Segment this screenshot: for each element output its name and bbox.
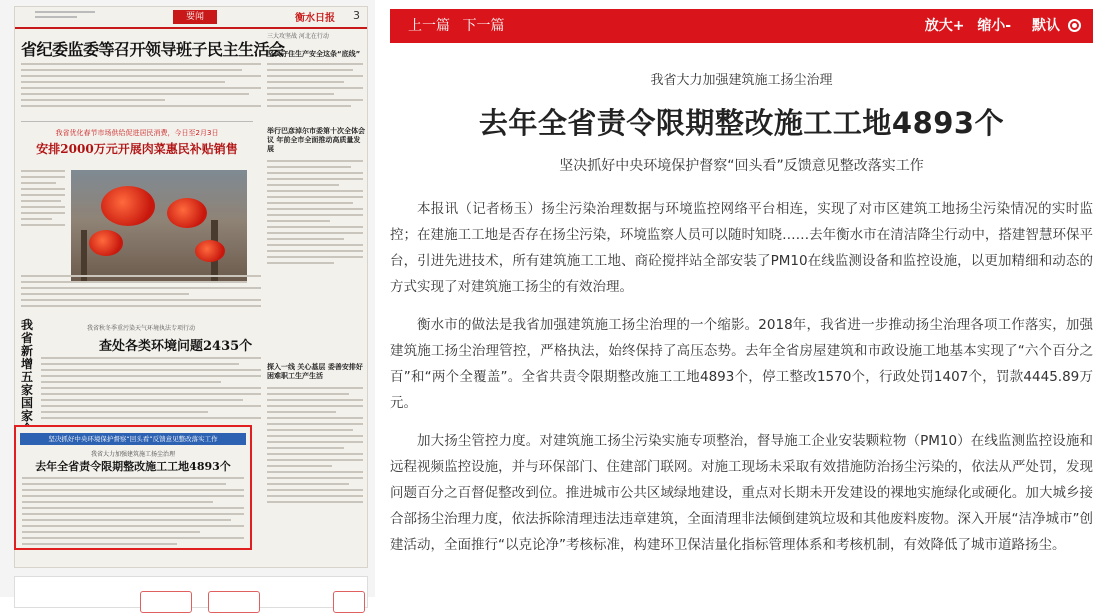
page-right-kicker: 三大攻坚战 河北在行动: [267, 33, 329, 40]
article-title: 去年全省责令限期整改施工工地4893个: [478, 106, 1005, 140]
article-paragraph: 加大扬尘管控力度。对建筑施工扬尘污染实施专项整治，督导施工企业安装颗粒物（PM10）在线监测监控设施和远程视频监控设施，并与环保部门、住建部门联网。对施工现场未采取有效措施防治扬尘污染的，依法从严处罚，发现问题百分之百督促整改到位。推进城市公共区域绿地建设，重点对长期未开发建设的裸地实施绿化或硬化。加大城乡接合部扬尘治理力度，依法拆除清理违法违章建筑，全面清理非法倾倒建筑垃圾和其他废料废物。深入开展“洁净城市”创建活动，全面推行“以克论净”考核标准，构建环卫保洁量化指标管理体系和考核机制，有效降低了城市道路扬尘。: [390, 433, 1093, 553]
body-text-lines: [267, 63, 363, 111]
selected-article-banner: 坚决抓好中央环境保护督察“回头看”反馈意见整改落实工作: [20, 433, 246, 445]
selected-article-kicker: 我省大力加强建筑施工扬尘治理: [90, 451, 175, 458]
previous-article-link[interactable]: 上一篇: [408, 18, 450, 34]
font-size-controls: [917, 9, 1081, 43]
reset-size-label: 默认: [1032, 18, 1060, 34]
body-text-lines: [21, 275, 261, 311]
body-text-lines: [267, 387, 363, 503]
page-menu-button[interactable]: [333, 591, 365, 613]
right-story-2-headline: 探入一线 关心基层 委善安排好困难职工生产生活: [267, 363, 363, 380]
masthead-date-lines: [35, 11, 95, 21]
page-right-story[interactable]: [267, 127, 365, 268]
body-text-lines: [21, 170, 65, 230]
article-toolbar: [390, 9, 1093, 43]
body-text-lines: [21, 63, 261, 111]
vertical-headline[interactable]: 我省新增五家国家: [21, 318, 34, 423]
article-paragraph: 衡水市的做法是我省加强建筑施工扬尘治理的一个缩影。2018年，我省进一步推动扬尘治理各项工作落实，加强建筑施工扬尘治理管控，严格执法，始终保持了高压态势。去年全省房屋建筑和市政设施工地基本实现了“六个百分之百”和“两个全覆盖”。全省共责令限期整改施工工地4893个，停工整改1570个，行政处罚1407个，罚款4445.89万元。: [390, 317, 1093, 411]
body-text-lines: [22, 477, 244, 549]
article-body: [390, 196, 1093, 570]
reset-circle-icon: [1068, 19, 1081, 32]
newspaper-page-panel: [0, 0, 375, 597]
mid-story-headline[interactable]: 查处各类环境问题2435个: [99, 339, 253, 354]
reset-size-button[interactable]: [1024, 18, 1081, 34]
page-right-headline[interactable]: 坚决守住生产安全这条“底线”: [267, 50, 361, 58]
zoom-out-button[interactable]: 缩小-: [977, 18, 1012, 34]
page-number: 3: [353, 9, 360, 22]
newspaper-masthead: [15, 7, 367, 29]
page-right-story-2[interactable]: [267, 363, 365, 507]
article-content: [390, 43, 1093, 597]
masthead-logo: 衡水日报: [295, 13, 335, 24]
next-article-link[interactable]: 下一篇: [462, 18, 505, 34]
zoom-in-button[interactable]: 放大+: [924, 18, 965, 34]
page-story-box[interactable]: [21, 121, 253, 272]
article-subtitle: 坚决抓好中央环境保护督察“回头看”反馈意见整改落实工作: [559, 158, 924, 174]
lantern-photo: [71, 170, 247, 282]
section-label: 要闻: [173, 10, 217, 24]
story-headline[interactable]: 安排2000万元开展肉菜惠民补贴销售: [36, 142, 238, 156]
mid-story-kicker: 我省秋冬季重污染天气环境执法专项行动: [87, 325, 196, 332]
right-story-headline: 举行巴彦淖尔市委第十次全体会议 年前全市全面推动高质量发展: [267, 127, 365, 153]
story-kicker: 我省优化春节市场供给促进居民消费，今日至2月3日: [55, 129, 219, 137]
body-text-lines: [267, 160, 363, 264]
article-paragraph: 本报讯（记者杨玉）扬尘污染治理数据与环境监控网络平台相连，实现了对市区建筑工地扬尘污染情况的实时监控；在建施工工地是否存在扬尘污染，环境监察人员可以随时知晓……去年衡水市在清洁降尘行动中，搭建智慧环保平台，引进先进技术，所有建筑施工工地、商砼搅拌站全部安装了PM10在线监测设备和监控设施，以更加精细和动态的方式实现了对建筑施工扬尘的有效治理。: [390, 201, 1093, 295]
body-text-lines: [41, 357, 261, 423]
selected-article-headline: 去年全省责令限期整改施工工地4893个: [35, 460, 231, 473]
article-kicker: 我省大力加强建筑施工扬尘治理: [650, 73, 833, 88]
next-page-button[interactable]: [208, 591, 260, 613]
selected-article-region[interactable]: [14, 425, 252, 550]
article-pager: [408, 9, 512, 43]
page-navigation-bar: [14, 576, 368, 608]
previous-page-button[interactable]: [140, 591, 192, 613]
page-lead-headline[interactable]: 省纪委监委等召开领导班子民主生活会: [21, 40, 285, 59]
